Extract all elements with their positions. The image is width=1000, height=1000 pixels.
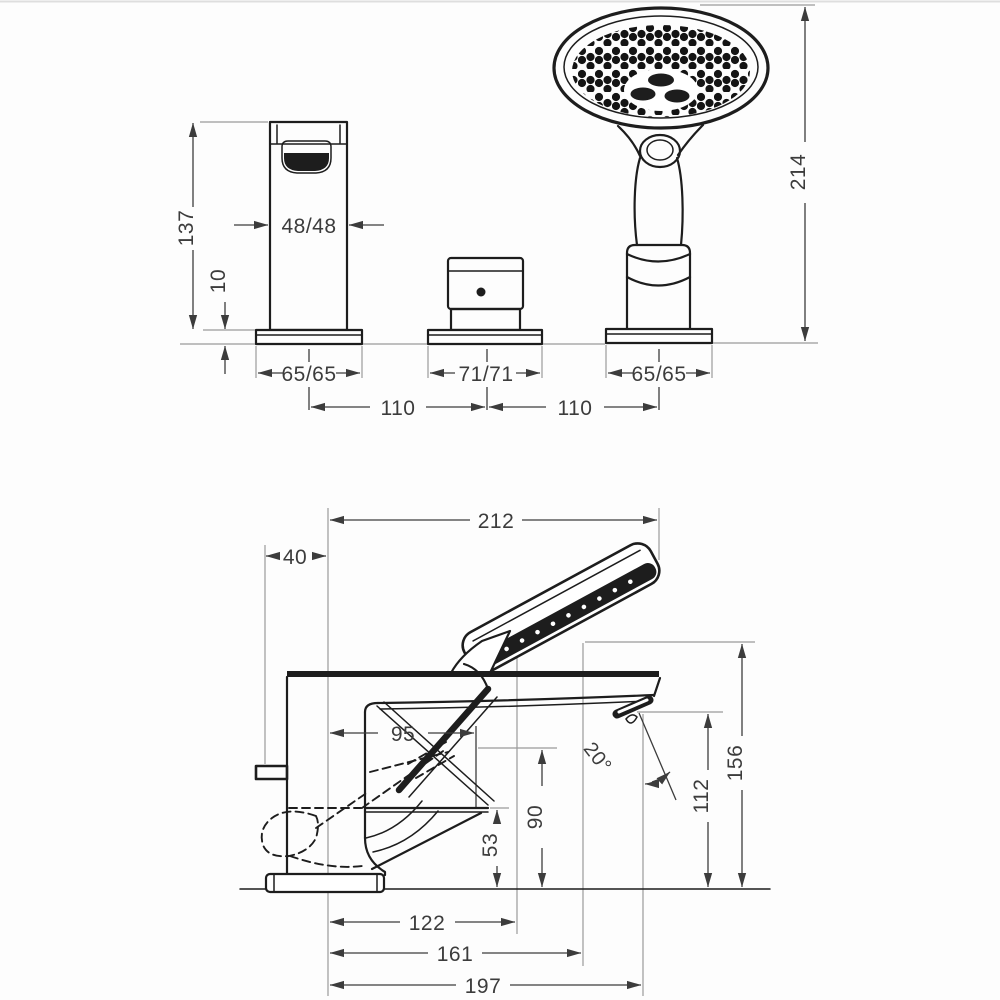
dim-escutcheon-right: 65/65	[631, 363, 687, 386]
shower-jet	[631, 88, 656, 101]
dim-escutcheon-middle: 71/71	[458, 363, 514, 386]
dim-handle-height: 90	[524, 804, 547, 830]
dim-rear-offset: 40	[282, 546, 308, 569]
spout-angle-lines	[639, 713, 676, 800]
dim-spout-section: 48/48	[281, 215, 337, 238]
dim-spacing-left: 110	[380, 397, 416, 420]
dim-spacing-right: 110	[557, 397, 593, 420]
supply-stub	[256, 766, 287, 779]
dim-escutcheon-height: 10	[207, 268, 230, 294]
dim-step-height: 53	[479, 832, 502, 858]
dim-depth-to-rest: 161	[436, 943, 474, 966]
dim-outlet-height: 112	[690, 778, 713, 814]
dim-shower-height: 214	[787, 153, 810, 191]
handle-dot	[477, 288, 486, 297]
shower-jet	[648, 74, 674, 87]
mixer-body-side	[256, 664, 660, 892]
side-extension-lines	[240, 508, 770, 996]
dim-total-depth: 212	[477, 510, 515, 533]
side-dimensions	[266, 510, 747, 998]
dim-spout-angle: 20°	[578, 738, 616, 777]
handle-escutcheon	[428, 330, 542, 344]
dim-depth-to-spout: 197	[464, 975, 502, 998]
shower-handle	[635, 158, 640, 245]
dim-escutcheon-left: 65/65	[281, 363, 337, 386]
handle-front	[428, 258, 542, 344]
side-view	[240, 508, 770, 998]
dim-spout-height: 137	[175, 209, 198, 247]
water-drop	[626, 715, 637, 723]
spout-escutcheon	[256, 330, 362, 344]
dim-depth-to-handle: 122	[408, 912, 446, 935]
escutcheon-side	[266, 874, 384, 892]
shower-jet	[665, 90, 690, 103]
front-view	[175, 5, 818, 420]
dim-body-depth: 95	[390, 723, 416, 746]
handshower-front	[554, 8, 768, 343]
dashed-knob	[262, 811, 318, 856]
dim-shower-rest-height: 156	[724, 744, 747, 782]
handshower-side	[451, 538, 665, 678]
shower-escutcheon	[606, 329, 712, 343]
